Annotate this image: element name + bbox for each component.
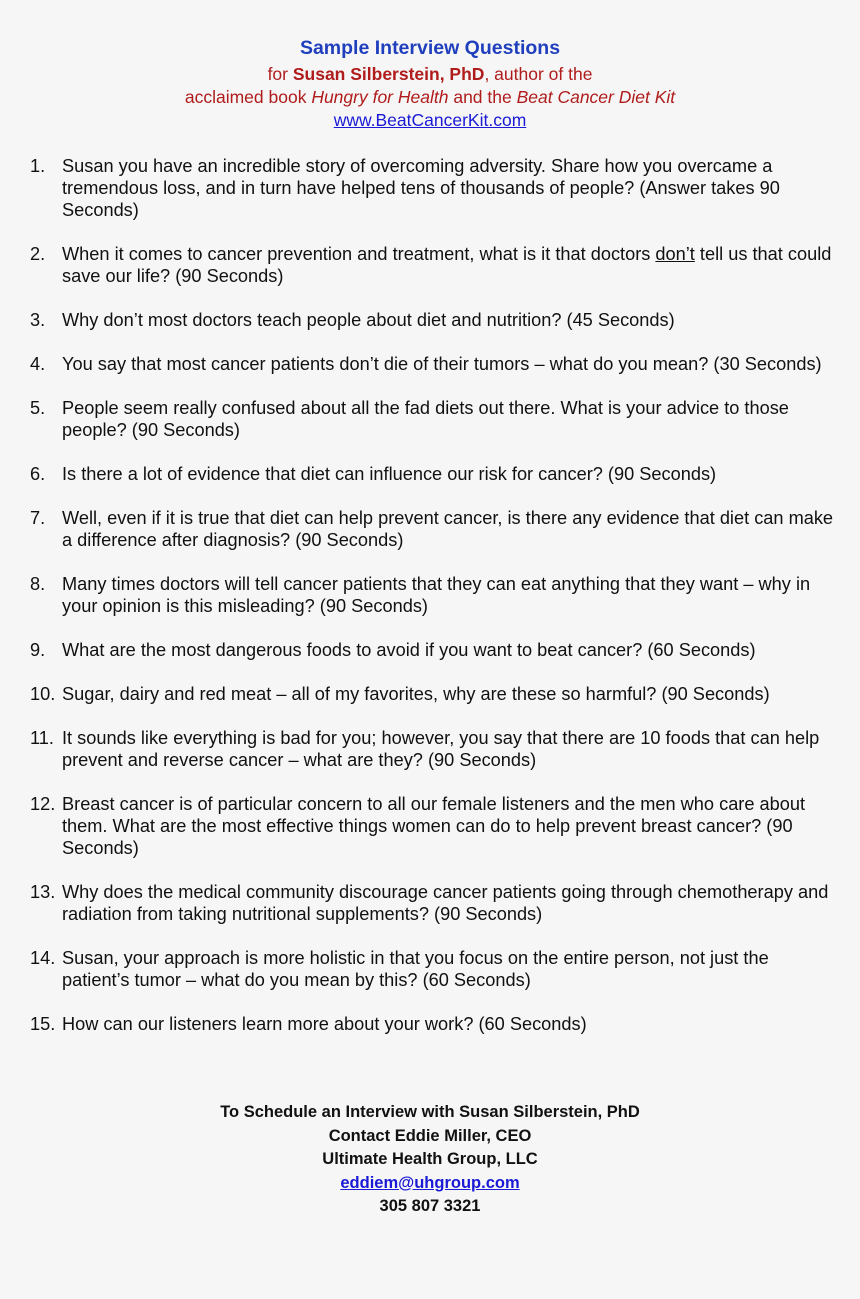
kit-title: Beat Cancer Diet Kit bbox=[516, 87, 676, 107]
question-text: Is there a lot of evidence that diet can influence our risk for cancer? (90 Seconds) bbox=[62, 464, 717, 484]
question-item bbox=[0, 1013, 860, 1035]
question-text: Well, even if it is true that diet can help prevent cancer, is there any evidence that diet can make a difference after diagnosis? (90 Seconds) bbox=[62, 508, 834, 550]
page-title: Sample Interview Questions bbox=[299, 37, 561, 59]
question-item bbox=[0, 463, 860, 485]
question-number: 2. bbox=[30, 244, 46, 264]
book-line-prefix: acclaimed book bbox=[184, 87, 312, 107]
question-number: 4. bbox=[30, 354, 46, 374]
question-item bbox=[0, 639, 860, 661]
question-list bbox=[0, 155, 860, 1057]
question-text: Sugar, dairy and red meat – all of my favorites, why are these so harmful? (90 Seconds) bbox=[62, 684, 770, 704]
question-text: It sounds like everything is bad for you; however, you say that there are 10 foods that can help prevent and reverse cancer – what are they? (90 Seconds) bbox=[62, 728, 820, 770]
question-number: 6. bbox=[30, 464, 46, 484]
contact-footer bbox=[0, 1101, 860, 1219]
question-text-end: tell us that could save our life? (90 Seconds) bbox=[62, 244, 832, 286]
document-header bbox=[0, 34, 860, 132]
question-number: 8. bbox=[30, 574, 46, 594]
question-item bbox=[0, 243, 860, 287]
phone-number: 305 807 3321 bbox=[379, 1197, 481, 1215]
question-item bbox=[0, 683, 860, 705]
question-item bbox=[0, 353, 860, 375]
question-text: Susan you have an incredible story of overcoming adversity. Share how you overcame a tremendous loss, and in turn have helped tens of thousands of people? (Answer takes 90 Seconds) bbox=[62, 156, 780, 220]
question-text: Breast cancer is of particular concern to all our female listeners and the men who care about them. What are the most effective things women can do to help prevent breast cancer? (90 Seconds) bbox=[62, 794, 806, 858]
question-text: What are the most dangerous foods to avoid if you want to beat cancer? (60 Seconds) bbox=[62, 640, 756, 660]
question-number: 7. bbox=[30, 508, 46, 528]
author-line-prefix: for bbox=[267, 64, 293, 84]
question-item bbox=[0, 727, 860, 771]
question-text-start: When it comes to cancer prevention and treatment, what is it that doctors bbox=[62, 244, 656, 264]
question-number: 12. bbox=[30, 794, 56, 814]
question-item bbox=[0, 793, 860, 859]
book-line bbox=[0, 86, 860, 109]
question-item bbox=[0, 881, 860, 925]
question-number: 5. bbox=[30, 398, 46, 418]
question-text: Why does the medical community discourage cancer patients going through chemotherapy and radiation from taking nutritional supplements? (90 Seconds) bbox=[62, 882, 829, 924]
question-text: Many times doctors will tell cancer patients that they can eat anything that they want – why in your opinion is this misleading? (90 Seconds) bbox=[62, 574, 811, 616]
question-item bbox=[0, 507, 860, 551]
question-text: You say that most cancer patients don’t die of their tumors – what do you mean? (30 Seconds) bbox=[62, 354, 822, 374]
book-title: Hungry for Health bbox=[311, 87, 449, 107]
question-item bbox=[0, 947, 860, 991]
author-name: Susan Silberstein, PhD bbox=[292, 64, 485, 84]
question-text: People seem really confused about all the fad diets out there. What is your advice to those people? (90 Seconds) bbox=[62, 398, 789, 440]
question-number: 11. bbox=[30, 728, 54, 748]
question-number: 15. bbox=[30, 1014, 56, 1034]
email-link[interactable]: eddiem@uhgroup.com bbox=[340, 1173, 520, 1192]
question-number: 13. bbox=[30, 882, 56, 902]
question-item bbox=[0, 397, 860, 441]
question-item bbox=[0, 573, 860, 617]
question-number: 9. bbox=[30, 640, 46, 660]
contact-name: Contact Eddie Miller, CEO bbox=[328, 1126, 532, 1145]
author-line-suffix: , author of the bbox=[484, 64, 593, 84]
schedule-line: To Schedule an Interview with Susan Silberstein, PhD bbox=[220, 1103, 640, 1121]
company-name: Ultimate Health Group, LLC bbox=[322, 1150, 538, 1168]
question-number: 1. bbox=[30, 156, 46, 176]
book-line-middle: and the bbox=[448, 87, 517, 107]
emphasized-word: don’t bbox=[655, 244, 695, 264]
question-text: How can our listeners learn more about your work? (60 Seconds) bbox=[62, 1014, 587, 1034]
question-number: 14. bbox=[30, 948, 56, 968]
question-item bbox=[0, 309, 860, 331]
question-item bbox=[0, 155, 860, 221]
question-number: 3. bbox=[30, 310, 46, 330]
website-link[interactable]: www.BeatCancerKit.com bbox=[333, 110, 527, 130]
question-number: 10. bbox=[30, 684, 56, 704]
question-text: Why don’t most doctors teach people about diet and nutrition? (45 Seconds) bbox=[62, 310, 675, 330]
author-line bbox=[0, 63, 860, 86]
question-text: Susan, your approach is more holistic in that you focus on the entire person, not just the patient’s tumor – what do you mean by this? (60 Seconds) bbox=[62, 948, 769, 990]
